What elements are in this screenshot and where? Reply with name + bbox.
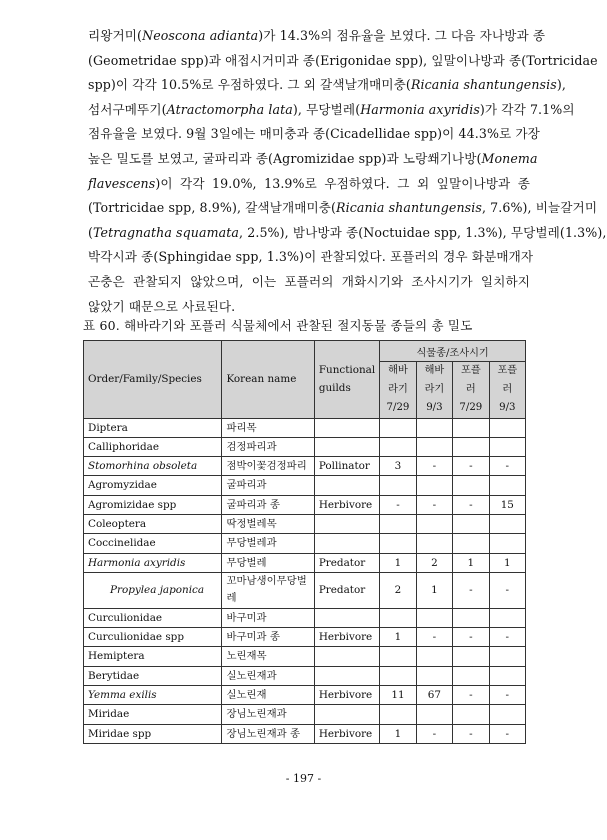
cell-density-value — [380, 514, 417, 533]
header-period-plant-a: 해바 — [388, 365, 408, 376]
header-period-date: 9/3 — [499, 402, 516, 413]
text-run: , 7.6%), 비늘갈거미 — [481, 200, 598, 216]
cell-density-value: - — [453, 457, 490, 476]
cell-density-value — [453, 476, 490, 495]
cell-density-value — [380, 705, 417, 724]
cell-density-value: - — [489, 457, 525, 476]
paragraph-line — [88, 196, 598, 221]
table-row — [84, 608, 526, 627]
cell-taxon: Curculionidae — [84, 608, 222, 627]
cell-density-value: 11 — [380, 686, 417, 705]
cell-density-value — [453, 437, 490, 456]
scientific-name: flavescens — [88, 175, 156, 191]
cell-density-value: - — [489, 686, 525, 705]
cell-density-value: 1 — [380, 724, 417, 743]
cell-density-value — [489, 418, 525, 437]
cell-density-value: - — [453, 572, 490, 608]
text-run: 박각시과 종(Sphingidae spp, 1.3%)이 관찰되었다. 포플러의 경우 화분매개자 — [88, 249, 534, 265]
cell-korean-name: 바구미과 종 — [222, 628, 314, 647]
header-period-plant-a: 포플 — [497, 365, 518, 376]
cell-taxon: Agromyzidae — [84, 476, 222, 495]
cell-korean-name: 굴파리과 — [222, 476, 314, 495]
table-row — [84, 705, 526, 724]
text-run: spp)이 각각 10.5%로 우점하였다. 그 외 갈색날개매미충( — [88, 77, 411, 93]
cell-density-value: - — [416, 495, 452, 514]
cell-density-value — [416, 608, 452, 627]
cell-taxon: Berytidae — [84, 666, 222, 685]
cell-korean-name: 점박이꽃검정파리 — [222, 457, 314, 476]
cell-functional-guild — [314, 514, 379, 533]
table-row — [84, 553, 526, 572]
header-period — [453, 362, 490, 419]
cell-korean-name: 꼬마남생이무당벌레 — [222, 572, 314, 608]
cell-density-value — [380, 666, 417, 685]
paragraph-line — [88, 49, 598, 74]
cell-density-value — [453, 608, 490, 627]
cell-density-value — [380, 476, 417, 495]
cell-korean-name: 노린재목 — [222, 647, 314, 666]
cell-functional-guild: Predator — [314, 553, 379, 572]
text-run: 리왕거미( — [88, 28, 143, 43]
cell-korean-name: 장님노린재과 종 — [222, 724, 314, 743]
cell-density-value — [416, 647, 452, 666]
cell-korean-name: 딱정벌레목 — [222, 514, 314, 533]
cell-taxon: Harmonia axyridis — [84, 553, 222, 572]
header-period-date: 7/29 — [386, 402, 410, 413]
cell-functional-guild: Herbivore — [314, 724, 379, 743]
cell-korean-name: 검정파리과 — [222, 437, 314, 456]
cell-korean-name: 무당벌레 — [222, 553, 314, 572]
header-guild-line1: Functional — [318, 364, 376, 377]
cell-density-value — [489, 476, 525, 495]
table-row — [84, 686, 526, 705]
cell-korean-name: 실노린재 — [222, 686, 314, 705]
text-run: (Geometridae spp)과 애접시거미과 종(Erigonidae spp), 잎말이나방과 종(Tortricidae — [88, 52, 598, 68]
header-period — [380, 362, 417, 419]
cell-functional-guild: Predator — [314, 572, 379, 608]
cell-functional-guild — [314, 647, 379, 666]
cell-density-value: - — [416, 628, 452, 647]
cell-density-value: - — [416, 724, 452, 743]
table-row — [84, 724, 526, 743]
cell-korean-name: 굴파리과 종 — [222, 495, 314, 514]
cell-taxon: Yemma exilis — [84, 686, 222, 705]
paragraph-line — [88, 221, 607, 246]
cell-density-value — [380, 647, 417, 666]
cell-density-value — [416, 437, 452, 456]
cell-density-value: - — [453, 495, 490, 514]
cell-taxon: Hemiptera — [84, 647, 222, 666]
cell-taxon: Miridae spp — [84, 724, 222, 743]
scientific-name: Neoscona adianta — [142, 28, 259, 43]
table-row — [84, 666, 526, 685]
paragraph-line — [88, 245, 534, 270]
text-run: )가 각각 7.1%의 — [479, 101, 575, 117]
cell-density-value: 3 — [380, 457, 417, 476]
cell-density-value: 1 — [380, 553, 417, 572]
table-row — [84, 437, 526, 456]
cell-density-value — [489, 514, 525, 533]
cell-density-value: 2 — [380, 572, 417, 608]
header-period-plant-b: 라기 — [388, 383, 408, 395]
cell-density-value — [489, 647, 525, 666]
header-period-date: 9/3 — [426, 402, 443, 413]
cell-density-value — [416, 705, 452, 724]
paragraph-line — [88, 270, 530, 295]
cell-taxon: Miridae — [84, 705, 222, 724]
cell-density-value — [453, 418, 490, 437]
header-period-plant-a: 포플 — [461, 365, 481, 376]
cell-density-value: - — [416, 457, 452, 476]
paragraph-line — [88, 122, 540, 147]
cell-functional-guild — [314, 608, 379, 627]
scientific-name: Monema — [481, 150, 538, 166]
table-row — [84, 572, 526, 608]
header-guild-line2: guilds — [318, 382, 351, 395]
header-korean-name: Korean name — [222, 341, 314, 419]
header-period-plant-b: 라기 — [424, 383, 445, 395]
header-period-plant-b: 러 — [465, 383, 476, 395]
table-row — [84, 476, 526, 495]
text-run: 않았기 때문으로 사료된다. — [88, 298, 236, 314]
paragraph-line — [88, 172, 530, 197]
cell-density-value — [380, 534, 417, 553]
cell-density-value: - — [380, 495, 417, 514]
cell-density-value — [416, 514, 452, 533]
text-run: 곤충은 관찰되지 않았으며, 이는 포플러의 개화시기와 조사시기가 일치하지 — [88, 273, 530, 289]
table-row — [84, 495, 526, 514]
text-run: 섬서구메뚜기( — [88, 101, 167, 117]
cell-functional-guild: Herbivore — [314, 628, 379, 647]
scientific-name: Tetragnatha squamata — [93, 224, 240, 240]
cell-density-value: - — [489, 628, 525, 647]
cell-taxon: Calliphoridae — [84, 437, 222, 456]
paragraph-line — [88, 147, 538, 172]
cell-density-value — [453, 705, 490, 724]
cell-density-value: 1 — [380, 628, 417, 647]
header-period-plant-a: 해바 — [424, 365, 445, 376]
cell-density-value — [416, 534, 452, 553]
cell-functional-guild — [314, 534, 379, 553]
cell-taxon: Coccinelidae — [84, 534, 222, 553]
cell-density-value — [489, 437, 525, 456]
table-row — [84, 418, 526, 437]
cell-density-value — [489, 705, 525, 724]
cell-taxon: Coleoptera — [84, 514, 222, 533]
cell-density-value: - — [453, 628, 490, 647]
cell-korean-name: 파리목 — [222, 418, 314, 437]
cell-density-value: 67 — [416, 686, 452, 705]
table-row — [84, 457, 526, 476]
cell-density-value: - — [489, 572, 525, 608]
cell-functional-guild — [314, 705, 379, 724]
table-row — [84, 534, 526, 553]
paragraph-line — [88, 24, 546, 49]
cell-density-value — [453, 666, 490, 685]
paragraph-line — [88, 98, 575, 123]
cell-functional-guild — [314, 418, 379, 437]
text-run: ), 무당벌레( — [292, 101, 361, 117]
table-caption: 표 60. 해바라기와 포플러 식물체에서 관찰된 절지동물 종들의 총 밀도 — [83, 318, 473, 333]
cell-density-value — [380, 608, 417, 627]
cell-density-value — [489, 608, 525, 627]
cell-korean-name: 실노린재과 — [222, 666, 314, 685]
cell-korean-name: 장님노린재과 — [222, 705, 314, 724]
header-period — [489, 362, 525, 419]
cell-density-value — [489, 534, 525, 553]
scientific-name: Ricania shantungensis — [336, 200, 482, 216]
text-run: ), — [556, 77, 566, 93]
cell-density-value — [453, 514, 490, 533]
cell-density-value: 1 — [453, 553, 490, 572]
text-run: )이 각각 19.0%, 13.9%로 우점하였다. 그 외 잎말이나방과 종 — [155, 175, 530, 191]
cell-density-value: - — [453, 724, 490, 743]
cell-density-value — [380, 437, 417, 456]
cell-taxon: Propylea japonica — [84, 572, 222, 608]
cell-functional-guild: Herbivore — [314, 686, 379, 705]
header-functional-guilds — [314, 341, 379, 419]
cell-density-value — [380, 418, 417, 437]
cell-density-value: - — [453, 686, 490, 705]
header-order-family-species: Order/Family/Species — [84, 341, 222, 419]
cell-functional-guild — [314, 666, 379, 685]
cell-density-value — [453, 534, 490, 553]
text-run: )가 14.3%의 점유율을 보였다. 그 다음 자나방과 종 — [258, 28, 546, 43]
table-row — [84, 628, 526, 647]
header-period — [416, 362, 452, 419]
cell-korean-name: 바구미과 — [222, 608, 314, 627]
cell-density-value: - — [489, 724, 525, 743]
scientific-name: Harmonia axyridis — [360, 101, 480, 117]
scientific-name: Ricania shantungensis — [410, 77, 557, 93]
cell-density-value: 1 — [416, 572, 452, 608]
header-period-plant-b: 러 — [502, 383, 513, 395]
cell-density-value — [489, 666, 525, 685]
text-run: 높은 밀도를 보였고, 굴파리과 종(Agromizidae spp)과 노랑쐐기나방( — [88, 150, 482, 166]
scientific-name: Atractomorpha lata — [166, 101, 293, 117]
cell-density-value: 2 — [416, 553, 452, 572]
cell-functional-guild: Herbivore — [314, 495, 379, 514]
text-run: ( — [88, 224, 94, 240]
page-number: - 197 - — [285, 772, 322, 785]
cell-taxon: Agromizidae spp — [84, 495, 222, 514]
table-row — [84, 514, 526, 533]
header-period-date: 7/29 — [459, 402, 483, 413]
cell-density-value — [416, 476, 452, 495]
cell-density-value — [416, 418, 452, 437]
cell-korean-name: 무당벌레과 — [222, 534, 314, 553]
body-paragraph — [88, 24, 607, 319]
text-run: , 2.5%), 밤나방과 종(Noctuidae spp, 1.3%), 무당벌레(1.3%), — [239, 224, 607, 240]
text-run: 점유율을 보였다. 9월 3일에는 매미충과 종(Cicadellidae spp)이 44.3%로 가장 — [88, 126, 540, 142]
cell-functional-guild — [314, 437, 379, 456]
cell-functional-guild: Pollinator — [314, 457, 379, 476]
text-run: (Tortricidae spp, 8.9%), 갈색날개매미충( — [88, 200, 337, 216]
table-row — [84, 647, 526, 666]
cell-density-value — [416, 666, 452, 685]
cell-taxon: Diptera — [84, 418, 222, 437]
arthropod-density-table — [83, 340, 526, 744]
cell-density-value: 1 — [489, 553, 525, 572]
paragraph-line — [88, 73, 566, 98]
cell-density-value: 15 — [489, 495, 525, 514]
cell-taxon: Curculionidae spp — [84, 628, 222, 647]
header-plant-survey-group: 식물종/조사시기 — [380, 341, 526, 362]
cell-density-value — [453, 647, 490, 666]
cell-functional-guild — [314, 476, 379, 495]
cell-taxon: Stomorhina obsoleta — [84, 457, 222, 476]
